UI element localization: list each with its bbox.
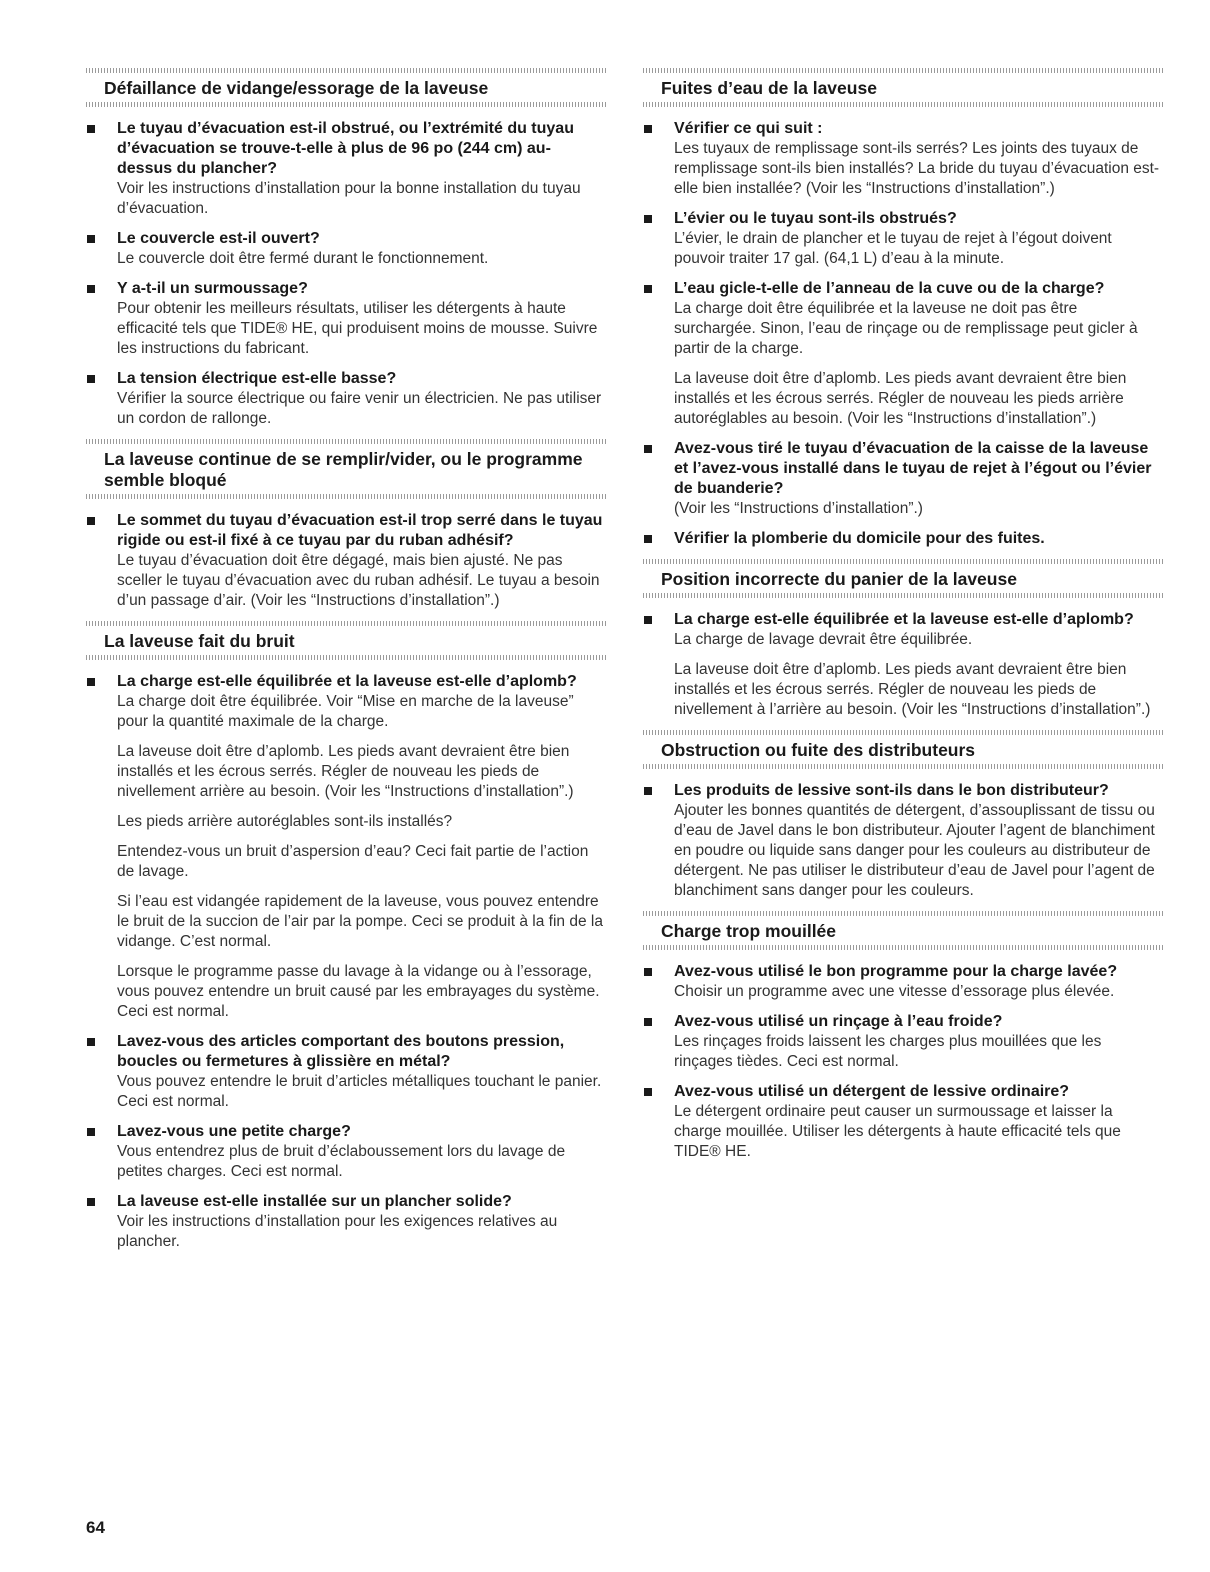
item-answer: Les pieds arrière autoréglables sont-ils installés? xyxy=(117,813,453,830)
troubleshooting-item xyxy=(643,781,1163,901)
troubleshooting-item xyxy=(86,229,606,269)
square-bullet-icon xyxy=(644,1088,652,1096)
square-bullet-icon xyxy=(87,285,95,293)
troubleshooting-item xyxy=(643,610,1163,720)
square-bullet-icon xyxy=(644,1018,652,1026)
square-bullet-icon xyxy=(87,125,95,133)
square-bullet-icon xyxy=(87,375,95,383)
item-answer: Vous pouvez entendre le bruit d’articles métalliques touchant le panier. Ceci est normal. xyxy=(117,1073,602,1110)
troubleshooting-item xyxy=(643,119,1163,199)
item-answer: Vous entendrez plus de bruit d’éclaboussement lors du lavage de petites charges. Ceci est normal. xyxy=(117,1143,566,1180)
troubleshooting-item xyxy=(643,209,1163,269)
troubleshooting-section xyxy=(643,730,1163,901)
section-rule-bottom xyxy=(86,102,606,107)
square-bullet-icon xyxy=(644,535,652,543)
section-header xyxy=(86,439,606,499)
troubleshooting-section xyxy=(86,439,606,611)
item-question: Avez-vous utilisé un rinçage à l’eau froide? xyxy=(674,1013,1003,1030)
section-header xyxy=(86,68,606,107)
square-bullet-icon xyxy=(87,235,95,243)
troubleshooting-section xyxy=(643,559,1163,720)
square-bullet-icon xyxy=(87,678,95,686)
square-bullet-icon xyxy=(644,968,652,976)
square-bullet-icon xyxy=(644,215,652,223)
section-title: Position incorrecte du panier de la laveuse xyxy=(661,569,1017,589)
square-bullet-icon xyxy=(87,1128,95,1136)
item-answer: La charge doit être équilibrée. Voir “Mise en marche de la laveuse” pour la quantité maximale de la charge. xyxy=(117,693,574,730)
item-question: Lavez-vous une petite charge? xyxy=(117,1123,351,1140)
troubleshooting-item xyxy=(643,1082,1163,1162)
square-bullet-icon xyxy=(644,285,652,293)
section-title: Défaillance de vidange/essorage de la laveuse xyxy=(104,78,489,98)
item-question: La laveuse est-elle installée sur un plancher solide? xyxy=(117,1193,512,1210)
section-rule-bottom xyxy=(643,764,1163,769)
section-title: Fuites d’eau de la laveuse xyxy=(661,78,877,98)
item-answer: Les rinçages froids laissent les charges plus mouillées que les rinçages tièdes. Ceci est normal. xyxy=(674,1033,1102,1070)
square-bullet-icon xyxy=(87,1198,95,1206)
troubleshooting-item xyxy=(643,962,1163,1002)
troubleshooting-item xyxy=(643,1012,1163,1072)
item-answer: Le détergent ordinaire peut causer un surmoussage et laisser la charge mouillée. Utiliser les détergents à haute efficacité tels que TIDE® HE. xyxy=(674,1103,1121,1160)
item-question: Vérifier ce qui suit : xyxy=(674,120,823,137)
item-answer: Lorsque le programme passe du lavage à la vidange ou à l’essorage, vous pouvez entendre un bruit causé par les embrayages du système. Ceci est normal. xyxy=(117,963,600,1020)
item-answer: Si l’eau est vidangée rapidement de la laveuse, vous pouvez entendre le bruit de la succion de l’air par la pompe. Ceci se produit à la fin de la vidange. C’est normal. xyxy=(117,893,603,950)
item-question: Le couvercle est-il ouvert? xyxy=(117,230,320,247)
item-question: Le sommet du tuyau d’évacuation est-il trop serré dans le tuyau rigide ou est-il fixé à ce tuyau par du ruban adhésif? xyxy=(117,512,603,549)
item-answer: La laveuse doit être d’aplomb. Les pieds avant devraient être bien installés et les écrous serrés. Régler de nouveau les pieds de nivellement arrière au besoin. (Voir les “Instructions d’installation”.) xyxy=(117,743,574,800)
section-title: La laveuse fait du bruit xyxy=(104,631,295,651)
item-answer: Choisir un programme avec une vitesse d’essorage plus élevée. xyxy=(674,983,1115,1000)
item-answer: Les tuyaux de remplissage sont-ils serrés? Les joints des tuyaux de remplissage sont-ils bien installés? La bride du tuyau d’évacuation est-elle bien installée? (Voir les “Instructions d’installation”.) xyxy=(674,140,1160,197)
item-answer: Voir les instructions d’installation pour les exigences relatives au plancher. xyxy=(117,1213,558,1250)
square-bullet-icon xyxy=(644,787,652,795)
item-question: L’eau gicle-t-elle de l’anneau de la cuve ou de la charge? xyxy=(674,280,1105,297)
item-answer: (Voir les “Instructions d’installation”.) xyxy=(674,500,923,517)
troubleshooting-section xyxy=(643,911,1163,1162)
item-question: Les produits de lessive sont-ils dans le bon distributeur? xyxy=(674,782,1109,799)
item-question: Le tuyau d’évacuation est-il obstrué, ou l’extrémité du tuyau d’évacuation se trouve-t-elle à plus de 96 po (244 cm) au-dessus du plancher? xyxy=(117,120,574,177)
troubleshooting-item xyxy=(86,1122,606,1182)
section-header xyxy=(643,68,1163,107)
section-header xyxy=(643,730,1163,769)
item-question: La charge est-elle équilibrée et la laveuse est-elle d’aplomb? xyxy=(674,611,1134,628)
item-question: La charge est-elle équilibrée et la laveuse est-elle d’aplomb? xyxy=(117,673,577,690)
item-question: Lavez-vous des articles comportant des boutons pression, boucles ou fermetures à glissière en métal? xyxy=(117,1033,565,1070)
section-title: Obstruction ou fuite des distributeurs xyxy=(661,740,976,760)
troubleshooting-item xyxy=(86,1192,606,1252)
item-answer: Entendez-vous un bruit d’aspersion d’eau? Ceci fait partie de l’action de lavage. xyxy=(117,843,589,880)
item-answer: La charge doit être équilibrée et la laveuse ne doit pas être surchargée. Sinon, l’eau de rinçage ou de remplissage peut gicler à partir de la charge. xyxy=(674,300,1138,357)
item-question: L’évier ou le tuyau sont-ils obstrués? xyxy=(674,210,957,227)
troubleshooting-item xyxy=(86,119,606,219)
item-question: Vérifier la plomberie du domicile pour des fuites. xyxy=(674,530,1045,547)
troubleshooting-item xyxy=(643,529,1163,549)
troubleshooting-item xyxy=(86,1032,606,1112)
item-answer: Ajouter les bonnes quantités de détergent, d’assouplissant de tissu ou d’eau de Javel dans le bon distributeur. Ajouter l’agent de blanchiment en poudre ou liquide sans danger pour les couleurs au distributeur de détergent. Ne pas utiliser le distributeur d’eau de Javel pour l’agent de blanchiment sans danger pour les couleurs. xyxy=(674,802,1155,899)
troubleshooting-item xyxy=(86,279,606,359)
troubleshooting-item xyxy=(86,672,606,1022)
square-bullet-icon xyxy=(644,616,652,624)
right-column xyxy=(643,68,1163,1172)
troubleshooting-item xyxy=(643,279,1163,429)
section-rule-bottom xyxy=(86,494,606,499)
section-rule-bottom xyxy=(86,655,606,660)
item-question: La tension électrique est-elle basse? xyxy=(117,370,397,387)
troubleshooting-section xyxy=(86,68,606,429)
section-header xyxy=(643,559,1163,598)
item-answer: Pour obtenir les meilleurs résultats, utiliser les détergents à haute efficacité tels que TIDE® HE, qui produisent moins de mousse. Suivre les instructions du fabricant. xyxy=(117,300,598,357)
item-question: Y a-t-il un surmoussage? xyxy=(117,280,308,297)
section-title: La laveuse continue de se remplir/vider, ou le programme semble bloqué xyxy=(104,449,583,490)
item-question: Avez-vous utilisé un détergent de lessive ordinaire? xyxy=(674,1083,1070,1100)
section-rule-bottom xyxy=(643,593,1163,598)
item-answer: La charge de lavage devrait être équilibrée. xyxy=(674,631,973,648)
troubleshooting-section xyxy=(86,621,606,1252)
square-bullet-icon xyxy=(644,445,652,453)
section-rule-bottom xyxy=(643,945,1163,950)
square-bullet-icon xyxy=(87,1038,95,1046)
item-question: Avez-vous tiré le tuyau d’évacuation de la caisse de la laveuse et l’avez-vous installé dans le tuyau de rejet à l’égout ou l’évier de buanderie? xyxy=(674,440,1152,497)
item-answer: La laveuse doit être d’aplomb. Les pieds avant devraient être bien installés et les écrous serrés. Régler de nouveau les pieds arrière autoréglables au besoin. (Voir les “Instructions d’installation”.) xyxy=(674,370,1127,427)
troubleshooting-item xyxy=(86,511,606,611)
item-answer: La laveuse doit être d’aplomb. Les pieds avant devraient être bien installés et les écrous serrés. Régler de nouveau les pieds de nivellement à l’arrière au besoin. (Voir les “Instructions d’installation”.) xyxy=(674,661,1151,718)
section-header xyxy=(643,911,1163,950)
item-answer: Vérifier la source électrique ou faire venir un électricien. Ne pas utiliser un cordon de rallonge. xyxy=(117,390,602,427)
square-bullet-icon xyxy=(87,517,95,525)
left-column xyxy=(86,68,606,1262)
section-rule-bottom xyxy=(643,102,1163,107)
troubleshooting-item xyxy=(86,369,606,429)
troubleshooting-section xyxy=(643,68,1163,549)
square-bullet-icon xyxy=(644,125,652,133)
troubleshooting-item xyxy=(643,439,1163,519)
section-title: Charge trop mouillée xyxy=(661,921,837,941)
item-answer: Voir les instructions d’installation pour la bonne installation du tuyau d’évacuation. xyxy=(117,180,581,217)
section-header xyxy=(86,621,606,660)
item-answer: Le couvercle doit être fermé durant le fonctionnement. xyxy=(117,250,489,267)
item-answer: L’évier, le drain de plancher et le tuyau de rejet à l’égout doivent pouvoir traiter 17 gal. (64,1 L) d’eau à la minute. xyxy=(674,230,1112,267)
item-answer: Le tuyau d’évacuation doit être dégagé, mais bien ajusté. Ne pas sceller le tuyau d’évacuation avec du ruban adhésif. Le tuyau a besoin d’un passage d’air. (Voir les “Instructions d’installation”.) xyxy=(117,552,600,609)
item-question: Avez-vous utilisé le bon programme pour la charge lavée? xyxy=(674,963,1118,980)
page-number: 64 xyxy=(86,1518,105,1537)
